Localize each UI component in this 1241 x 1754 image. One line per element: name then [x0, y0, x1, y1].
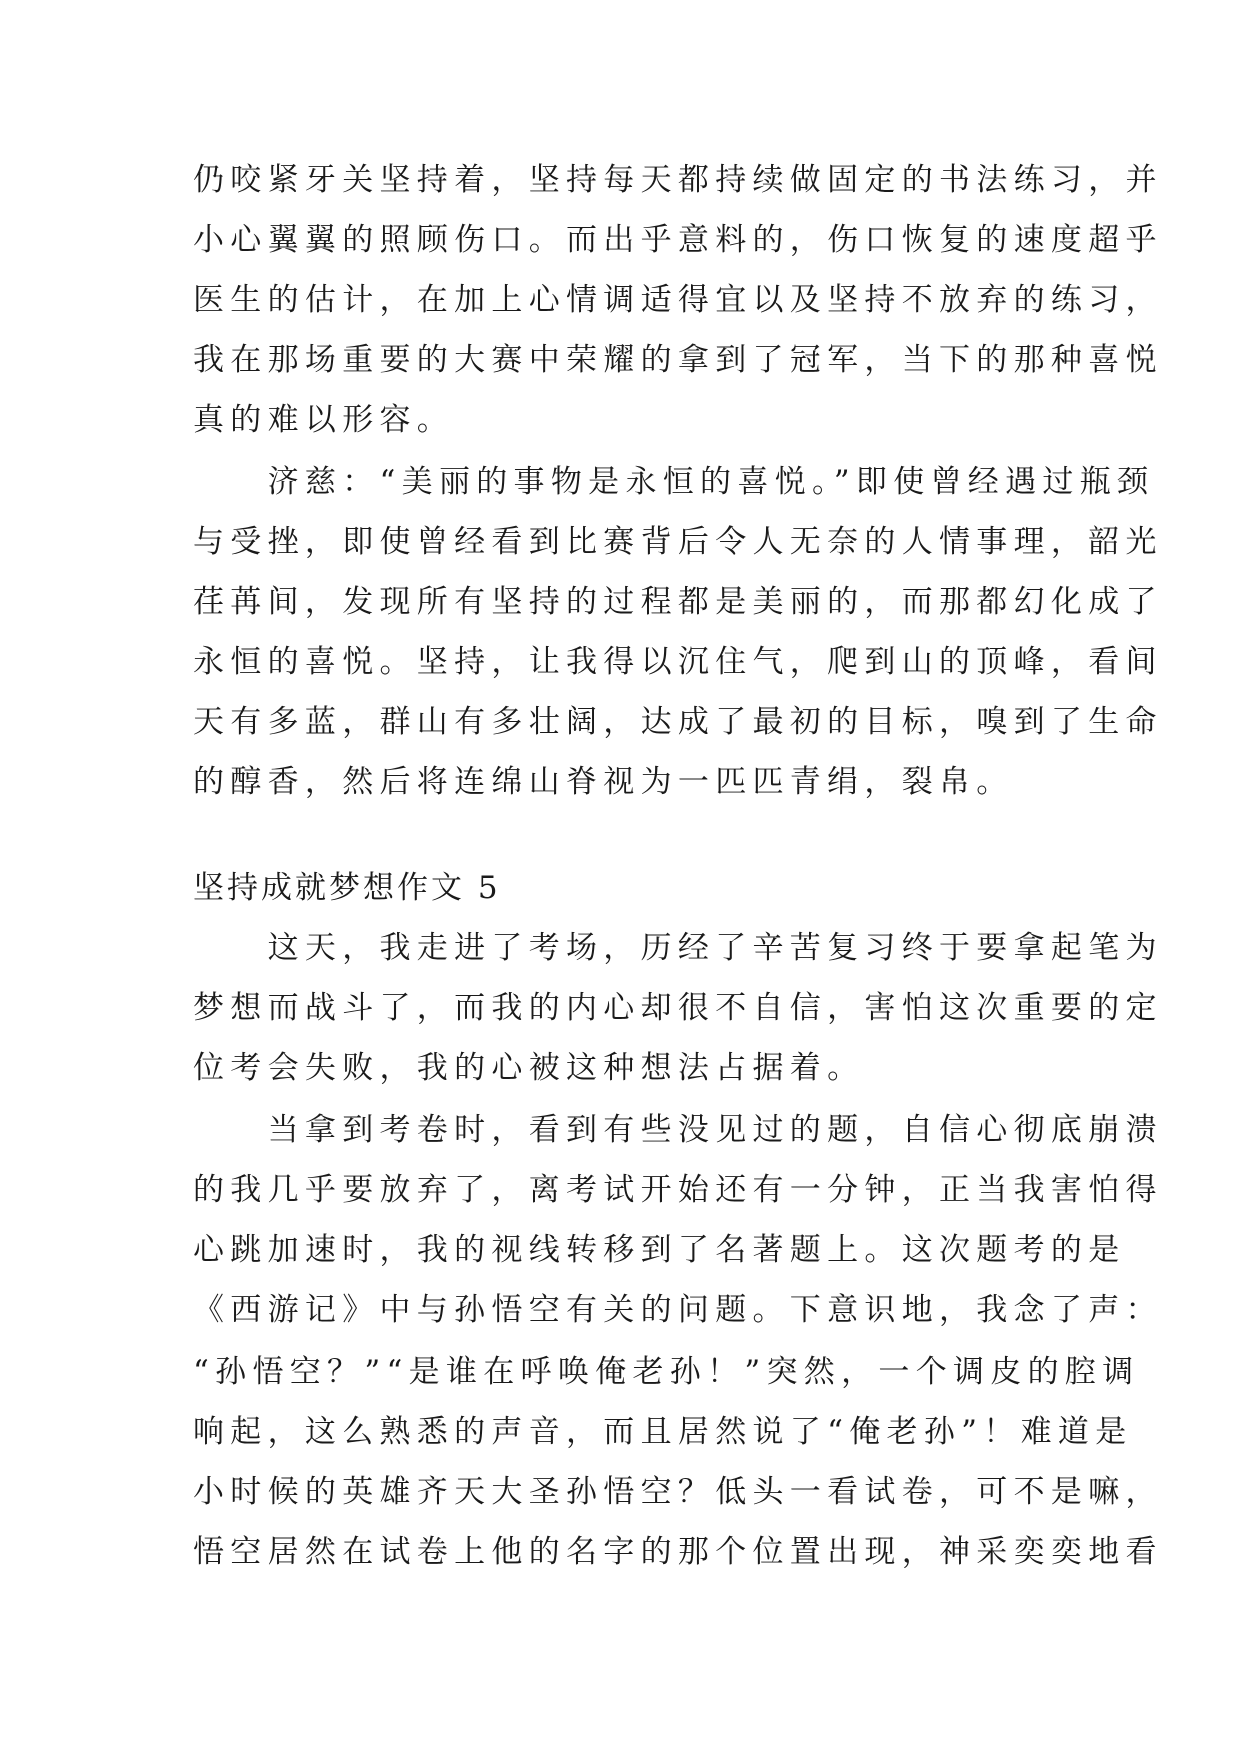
text-line: 响起，这么熟悉的声音，而且居然说了“俺老孙”！难道是	[193, 1414, 1133, 1450]
text-line: 小心翼翼的照顾伤口。而出乎意料的，伤口恢复的速度超乎	[193, 222, 1163, 258]
text-line: 的我几乎要放弃了，离考试开始还有一分钟，正当我害怕得	[193, 1172, 1163, 1208]
text-line: 小时候的英雄齐天大圣孙悟空？低头一看试卷，可不是嘛，	[193, 1474, 1163, 1510]
text-line: 仍咬紧牙关坚持着，坚持每天都持续做固定的书法练习，并	[193, 162, 1163, 198]
paragraph-line: 当拿到考卷时，看到有些没见过的题，自信心彻底崩溃	[193, 1112, 1163, 1148]
text-line: 悟空居然在试卷上他的名字的那个位置出现，神采奕奕地看	[193, 1534, 1163, 1570]
text-line: 心跳加速时，我的视线转移到了名著题上。这次题考的是	[193, 1232, 1126, 1268]
text-line: 我在那场重要的大赛中荣耀的拿到了冠军，当下的那种喜悦	[193, 342, 1163, 378]
text-line: 《西游记》中与孙悟空有关的问题。下意识地，我念了声：	[193, 1292, 1163, 1328]
text-line: 医生的估计，在加上心情调适得宜以及坚持不放弃的练习，	[193, 282, 1163, 318]
text-line: 位考会失败，我的心被这种想法占据着。	[193, 1050, 865, 1086]
text-line: 永恒的喜悦。坚持，让我得以沉住气，爬到山的顶峰，看间	[193, 644, 1163, 680]
text-line: “孙悟空？”“是谁在呼唤俺老孙！”突然，一个调皮的腔调	[193, 1354, 1140, 1390]
text-line: 与受挫，即使曾经看到比赛背后令人无奈的人情事理，韶光	[193, 524, 1163, 560]
text-line: 天有多蓝，群山有多壮阔，达成了最初的目标，嗅到了生命	[193, 704, 1163, 740]
paragraph-line: 济慈：“美丽的事物是永恒的喜悦。”即使曾经遇过瓶颈	[193, 464, 1155, 500]
section-heading: 坚持成就梦想作文 5	[193, 870, 501, 906]
text-line: 真的难以形容。	[193, 402, 455, 438]
text-line: 荏苒间，发现所有坚持的过程都是美丽的，而那都幻化成了	[193, 584, 1163, 620]
text-line: 的醇香，然后将连绵山脊视为一匹匹青绢，裂帛。	[193, 764, 1014, 800]
paragraph-line: 这天，我走进了考场，历经了辛苦复习终于要拿起笔为	[193, 930, 1163, 966]
text-line: 梦想而战斗了，而我的内心却很不自信，害怕这次重要的定	[193, 990, 1163, 1026]
